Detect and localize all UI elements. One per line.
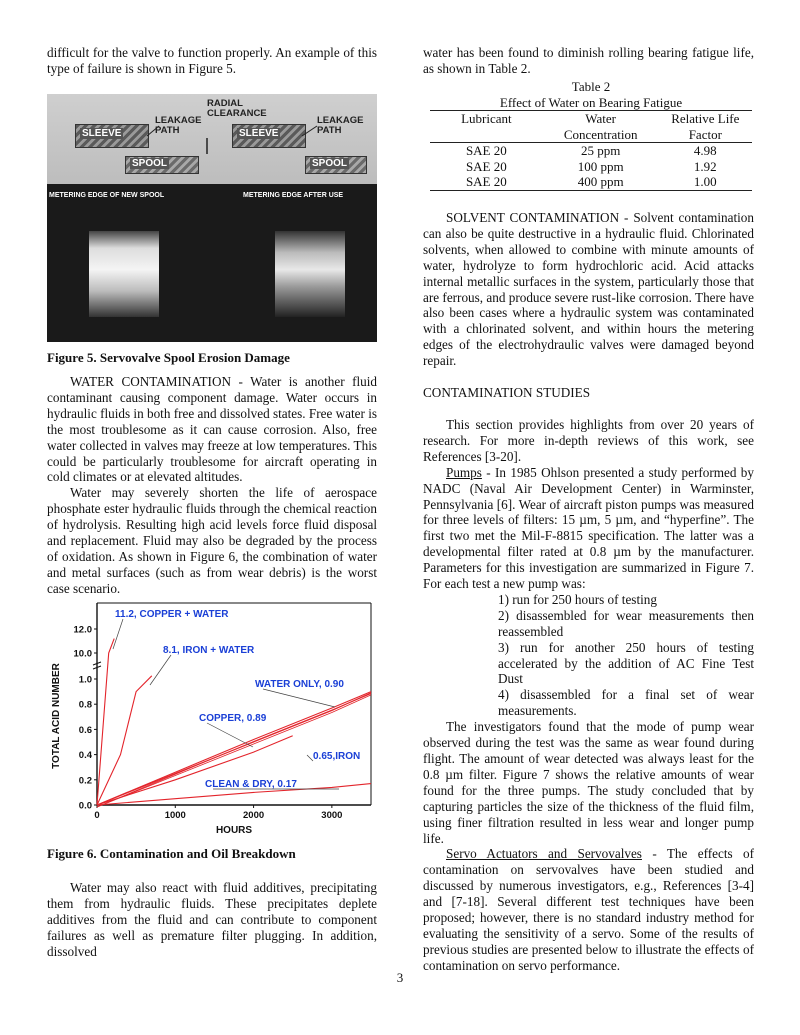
x-tick-label: 0 <box>94 810 100 821</box>
table-row <box>430 174 752 190</box>
radial-clearance-label: RADIAL CLEARANCE <box>207 98 267 119</box>
spool-left-label: SPOOL <box>132 158 168 169</box>
figure5-arrows <box>47 94 377 184</box>
right-column-body <box>423 210 754 974</box>
y-tick-label: 0.6 <box>78 724 92 736</box>
y-tick-label: 0.0 <box>78 800 92 812</box>
table-cell: 100 ppm <box>577 158 624 174</box>
paragraph-water-contamination: WATER CONTAMINATION - Water is another fluid contaminant causing component damage. Water occurs in hydraulic fluids in both free and dissolved states. Free water is the most troublesome as it can cause corrosion. Also, free water collected in valves may freeze at low temperatures. This could be particularly troublesome for aircraft operating in cold climates or at elevated altitudes. <box>47 374 377 485</box>
right-column-intro <box>423 45 754 77</box>
table-cell: 25 ppm <box>580 143 621 158</box>
figure5-photo <box>47 94 377 342</box>
list-item: 4) disassembled for a final set of wear measurements. <box>498 687 754 719</box>
y-tick-label: 10.0 <box>73 648 92 660</box>
paragraph-intro: difficult for the valve to function properly. An example of this type of failure is shown in Figure 5. <box>47 45 377 76</box>
table-cell: 1.00 <box>693 174 717 189</box>
pumps-heading: Pumps <box>446 464 482 480</box>
x-axis-title: HOURS <box>215 825 253 836</box>
paragraph-pumps <box>423 465 754 592</box>
table2-title: Effect of Water on Bearing Fatigue <box>499 94 683 110</box>
table2-number: Table 2 <box>571 79 611 94</box>
list-item: 2) disassembled for wear measurements then reassembled <box>498 607 754 639</box>
table2-header-row <box>430 111 752 143</box>
metering-edge-used-label: METERING EDGE AFTER USE <box>243 192 344 199</box>
paragraph-found: The investigators found that the mode of pump wear observed during the test was the same as wear found during flight. The amount of wear detected was always least for the 0.8 µm filter. Figure 7 shows the relative amounts of wear found for the three pumps. The study concluded that by capturing particles the size of the thickness of the fluid film, using finer filtration resulted in less wear and longer pump life. <box>423 719 754 846</box>
paragraph-servo <box>423 846 754 973</box>
table2-grid <box>430 110 752 191</box>
table-cell: SAE 20 <box>465 143 507 158</box>
sleeve-left-label: SLEEVE <box>82 128 122 139</box>
series-label: CLEAN & DRY, 0.17 <box>205 779 297 790</box>
table2-header-life <box>659 111 752 143</box>
heading-contamination-studies: CONTAMINATION STUDIES <box>423 385 591 401</box>
table2 <box>430 79 752 191</box>
pumps-text: - In 1985 Ohlson presented a study performed by NADC (Naval Air Development Center) in Warminster, Pennsylvania [6]. Wear of aircraft piston pumps was measured for three levels of filters: 15 µm, 5 µm, and “hyperfine”. The first two met the Mil-F-8815 specification. The latter was a developmental filter rated at 0.8 µm by the manufacturer. Parameters for this investigation are summarized in Figure 7. For each test a new pump was: <box>423 464 754 592</box>
x-tick-label: 2000 <box>243 810 265 821</box>
left-column-bottom <box>47 880 377 960</box>
table-cell: 400 ppm <box>577 174 624 189</box>
spool-right-label: SPOOL <box>312 158 348 169</box>
servo-heading: Servo Actuators and Servovalves <box>446 846 642 862</box>
series-label-leader <box>150 655 171 685</box>
left-column-intro <box>47 45 377 77</box>
list-item: 1) run for 250 hours of testing <box>498 591 657 607</box>
series-label: 0.65,IRON <box>313 751 361 762</box>
paragraph-solvent: SOLVENT CONTAMINATION - Solvent contamination can also be quite destructive in a hydraulic fluid. Chlorinated solvents, when allowed to combine with minute amounts of water, hydrolyze to form hydrochloric acid. Acid attacks internal metallic surfaces in the system, particularly those that are ferrous, and produce severe rust-like corrosion. There have also been cases where a hydraulic system was contaminated with a chlorinated solvent, and within hours the metering edges of the electrohydraulic valves were damaged beyond repair. <box>423 210 754 369</box>
table2-header-water <box>543 111 659 143</box>
y-axis-title: TOTAL ACID NUMBER <box>51 663 62 769</box>
y-tick-label: 12.0 <box>73 624 92 636</box>
x-tick-label: 3000 <box>321 810 343 821</box>
figure6-chart <box>45 597 377 837</box>
new-spool-edge-image <box>89 231 159 317</box>
table-cell: SAE 20 <box>465 174 507 189</box>
series-label: 11.2, COPPER + WATER <box>115 609 229 620</box>
leakage-path-left-label: LEAKAGE PATH <box>155 115 202 136</box>
table-cell: SAE 20 <box>465 158 507 174</box>
table-cell: 4.98 <box>693 143 717 158</box>
y-tick-label: 1.0 <box>78 674 92 686</box>
figure6-caption: Figure 6. Contamination and Oil Breakdown <box>47 846 296 861</box>
paragraph-highlights: This section provides highlights from over 20 years of research. For more in-depth reviews of this work, see References [3-20]. <box>423 416 754 464</box>
table2-header-lubricant: Lubricant <box>461 111 512 126</box>
series-line <box>97 639 114 805</box>
sleeve-right-label: SLEEVE <box>239 128 279 139</box>
paragraph-water-shorten: Water may severely shorten the life of aerospace phosphate ester hydraulic fluids through the chemical reaction of hydrolysis. Resulting high acid levels force fluid disposal and replacement. Fluid may also be degraded by the process of oxidation. As shown in Figure 6, the combination of water and metal surfaces (such as from wear debris) is the worst case scenario. <box>47 485 377 596</box>
series-label: COPPER, 0.89 <box>199 713 267 724</box>
y-tick-label: 0.8 <box>78 699 92 711</box>
y-tick-label: 0.2 <box>78 775 92 787</box>
paragraph-additives: Water may also react with fluid additives, precipitating them from hydraulic fluids. These precipitates deplete additives from the fluid and can contribute to component failures as well as premature filter plugging. In addition, dissolved <box>47 880 377 959</box>
figure5-caption: Figure 5. Servovalve Spool Erosion Damage <box>47 350 290 365</box>
paragraph-table-intro: water has been found to diminish rolling bearing fatigue life, as shown in Table 2. <box>423 45 754 76</box>
series-label-leader <box>113 619 123 649</box>
series-label-leader <box>207 723 253 747</box>
series-label: 8.1, IRON + WATER <box>163 645 255 656</box>
table-row <box>430 159 752 175</box>
x-tick-label: 1000 <box>164 810 186 821</box>
y-tick-label: 0.4 <box>78 750 92 762</box>
leakage-right-pointer <box>302 126 317 136</box>
table-row <box>430 143 752 159</box>
table2-header-water-text: Water Concentration <box>563 111 638 142</box>
table-cell: 1.92 <box>693 158 717 174</box>
series-label-leader <box>263 689 335 707</box>
table2-header-life-text: Relative Life Factor <box>671 111 740 142</box>
metering-edge-new-label: METERING EDGE OF NEW SPOOL <box>49 192 165 199</box>
servo-text: - The effects of contamination on servovalves have been studied and discussed by numerous investigators, e.g., References [3-4] and [7-18]. Several different test techniques have been proposed; however, there is no standard industry method for evaluating the sensitivity of a servo. Some of the results of previous studies are presented below to illustrate the effects of contamination on servo performance. <box>423 846 754 973</box>
used-spool-edge-image <box>275 231 345 317</box>
list-item: 3) run for another 250 hours of testing accelerated by the addition of AC Fine Test Dust <box>498 639 754 687</box>
series-label: WATER ONLY, 0.90 <box>255 679 344 690</box>
leakage-path-right-label: LEAKAGE PATH <box>317 115 364 136</box>
leakage-left-pointer <box>147 126 159 136</box>
left-column-middle <box>47 374 377 597</box>
page-number: 3 <box>396 970 404 985</box>
